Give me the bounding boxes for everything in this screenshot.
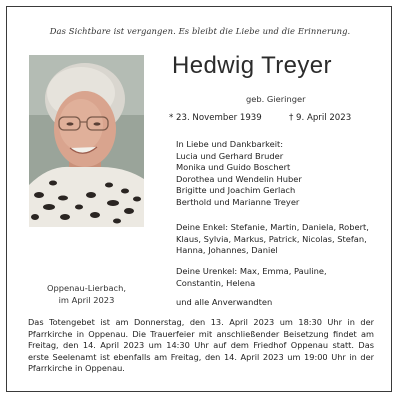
family-entry: Dorothea und Wendelin Huber: [176, 173, 302, 184]
great-grandchildren-line: Deine Urenkel: Max, Emma, Pauline,: [176, 266, 327, 276]
grandchildren-line: Klaus, Sylvia, Markus, Patrick, Nicolas, Stefan,: [176, 233, 367, 244]
death-date: † 9. April 2023: [289, 113, 352, 123]
grandchildren-line: Hanna, Johannes, Daniel: [176, 245, 278, 256]
birth-date: * 23. November 1939: [169, 113, 262, 123]
portrait-photo: [29, 55, 144, 227]
great-grandchildren-list: [176, 266, 386, 289]
great-grandchildren-line: Constantin, Helena: [176, 277, 256, 288]
family-entry: Berthold und Marianne Treyer: [176, 196, 300, 207]
location-caption: Oppenau-Lierbach,: [46, 283, 126, 293]
mourners-intro: In Liebe und Dankbarkeit:: [176, 139, 284, 149]
mourners-families: [176, 139, 386, 209]
service-details: Das Totengebet ist am Donnerstag, den 13. April 2023 um 18:30 Uhr in der Pfarrkirche in Oppenau. Die Trauerfeier mit anschließender Beisetzung findet am Freitag, den 14. April 2023 um 14:30 Uhr auf dem Friedhof Oppenau statt. Das erste Seelenamt ist ebenfalls am Freitag, den 14. April 2023 um 19:00 Uhr in der Pfarrkirche in Oppenau.: [28, 317, 374, 374]
deceased-name: Hedwig Treyer: [172, 52, 332, 79]
relatives-line: und alle Anverwandten: [176, 297, 273, 307]
grandchildren-list: [176, 222, 386, 257]
motto-text: Das Sichtbare ist vergangen. Es bleibt die Liebe und die Erinnerung.: [49, 26, 351, 36]
maiden-name: geb. Gieringer: [246, 94, 306, 104]
grandchildren-line: Deine Enkel: Stefanie, Martin, Daniela, Robert,: [176, 222, 369, 232]
family-entry: Monika und Guido Boschert: [176, 162, 291, 173]
family-entry: Brigitte und Joachim Gerlach: [176, 185, 296, 196]
date-caption: im April 2023: [58, 295, 115, 305]
family-entry: Lucia und Gerhard Bruder: [176, 150, 284, 161]
